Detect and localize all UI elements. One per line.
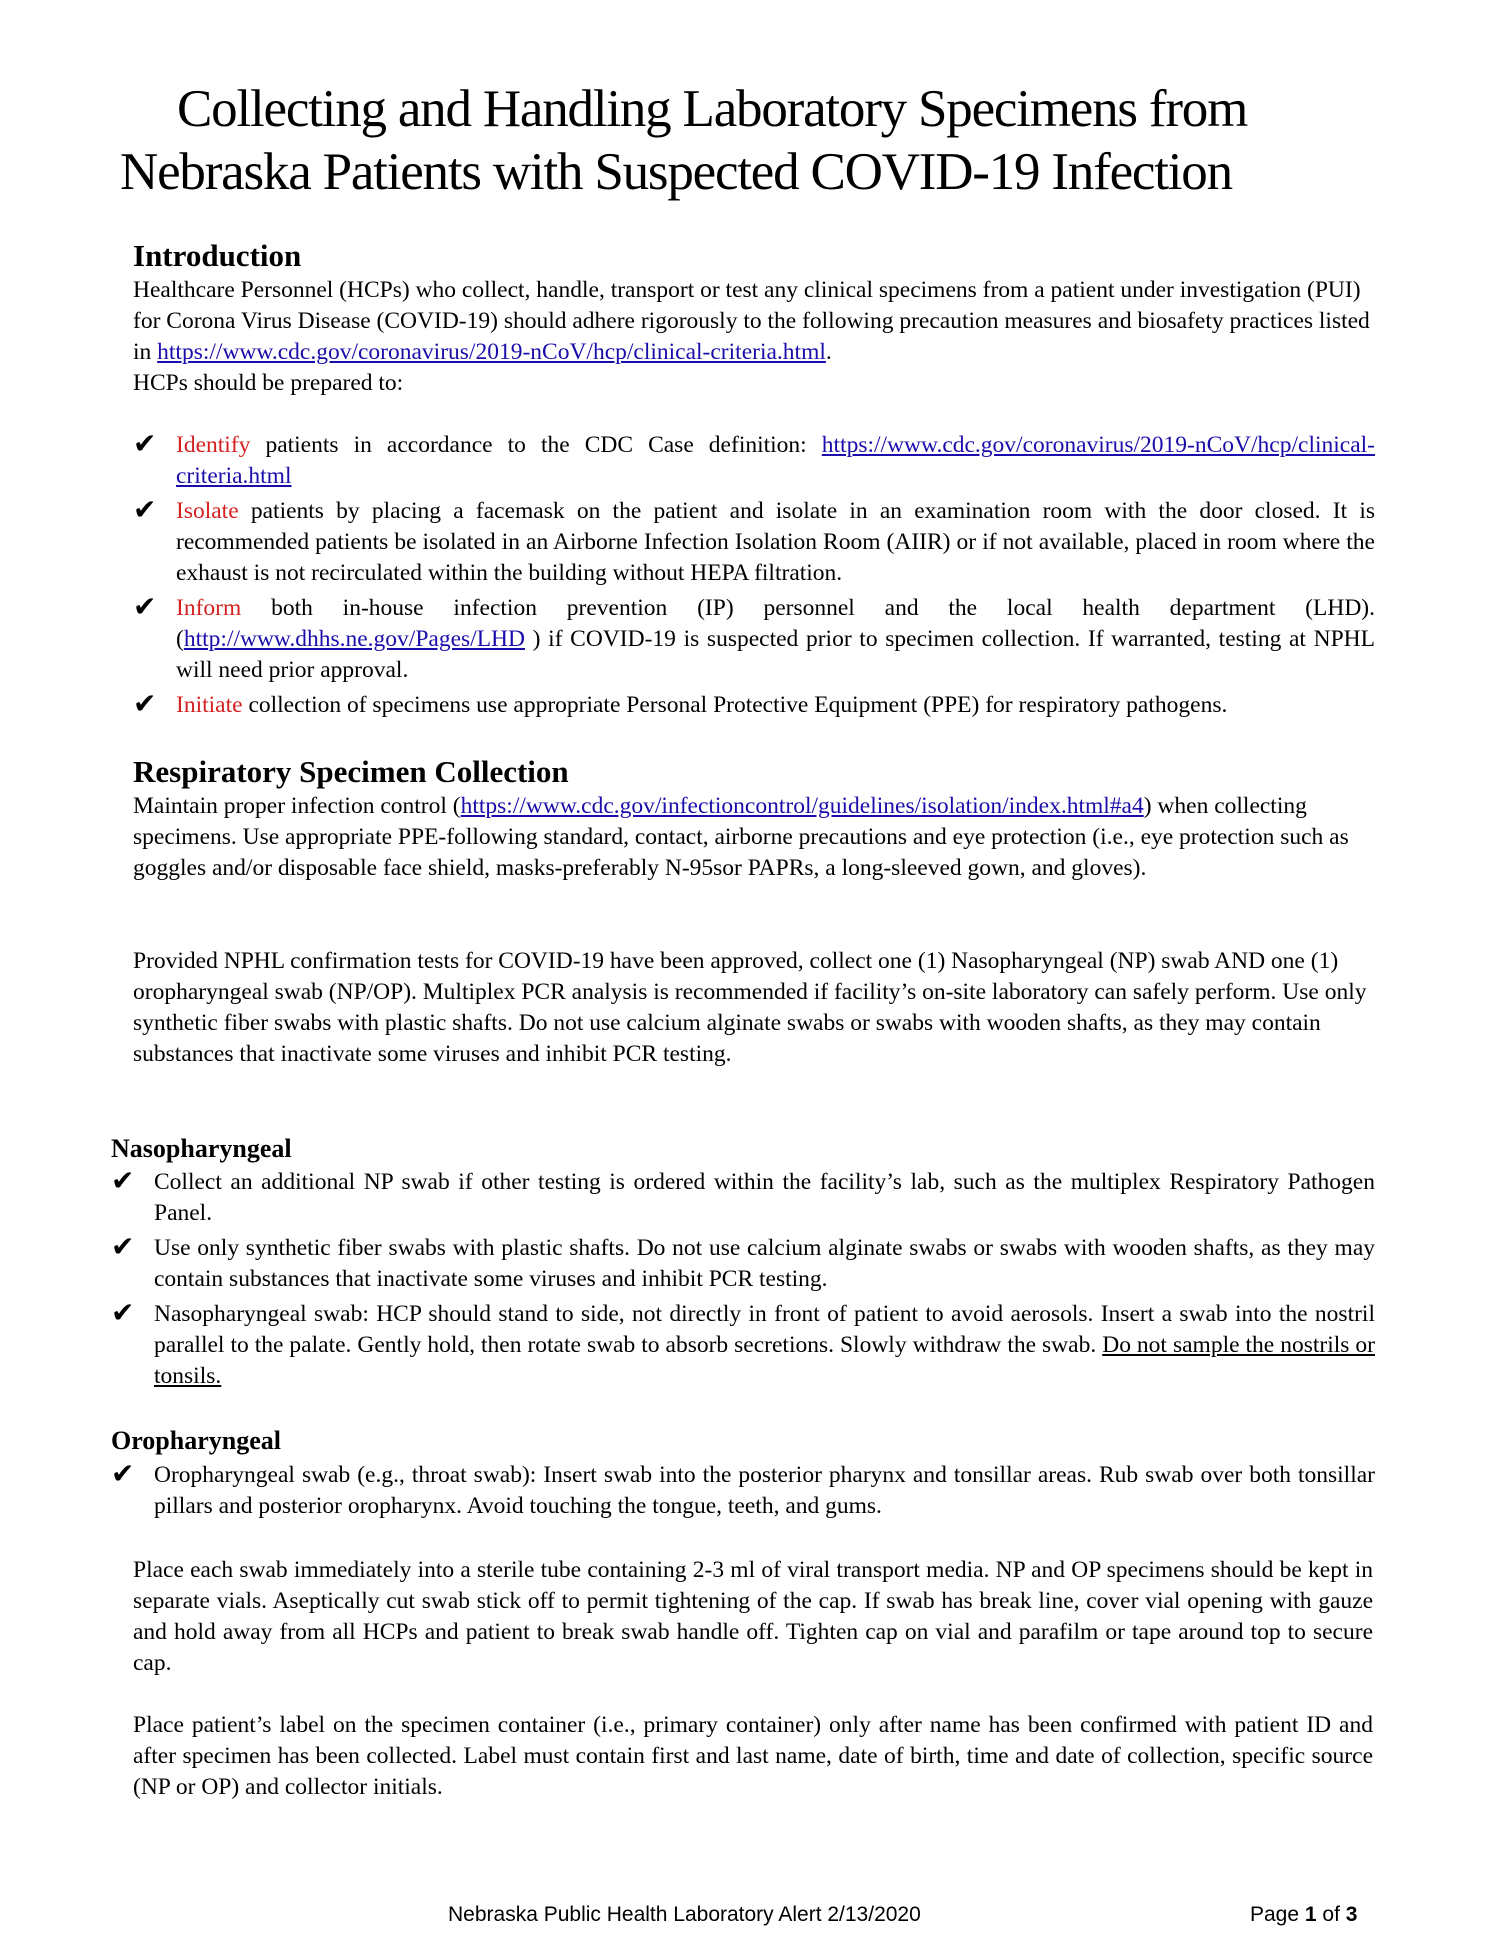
cdc-case-definition-link[interactable]: https://www.cdc.gov/coronavirus/2019-nCoV/hcp/clinical-criteria.html [176, 432, 1375, 489]
intro-checklist [133, 427, 1375, 725]
intro-cdc-link[interactable]: https://www.cdc.gov/coronavirus/2019-nCoV/hcp/clinical-criteria.html [157, 339, 826, 365]
item-text: Use only synthetic fiber swabs with plastic shafts. Do not use calcium alginate swabs or swabs with wooden shafts, as they may contain substances that inactivate some viruses and inhibit PCR testing. [154, 1235, 1375, 1292]
respiratory-paragraph-1 [133, 791, 1373, 884]
checkmark-icon: ✔ [133, 590, 157, 623]
swab-handling-paragraph: Place each swab immediately into a sterile tube containing 2-3 ml of viral transport media. NP and OP specimens should be kept in separate vials. Aseptically cut swab stick off to permit tightening of the cap. If swab has break line, cover vial opening with gauze and hold away from all HCPs and patient to break swab handle off. Tighten cap on vial and parafilm or tape around top to secure cap. [133, 1557, 1373, 1676]
document-title [120, 78, 1400, 204]
lhd-link[interactable]: http://www.dhhs.ne.gov/Pages/LHD [183, 626, 525, 652]
page-number [1250, 1902, 1357, 1928]
respiratory-heading: Respiratory Specimen Collection [133, 754, 569, 789]
of-word: of [1322, 1903, 1340, 1926]
intro-text: Healthcare Personnel (HCPs) who collect, handle, transport or test any clinical specimens from a patient under investigation (PUI) for Corona Virus Disease (COVID-19) should adhere rigorously to the following precaution measures and biosafety practices listed in [133, 277, 1370, 365]
introduction-heading: Introduction [133, 238, 302, 273]
item-text: patients by placing a facemask on the patient and isolate in an examination room with the door closed. It is recommended patients be isolated in an Airborne Infection Isolation Room (AIIR) or if not available, placed in room where the exhaust is not recirculated within the building without HEPA filtration. [176, 498, 1375, 586]
list-item [133, 493, 1375, 589]
item-text: patients in accordance to the CDC Case definition: [250, 432, 822, 458]
respiratory-paragraph-2: Provided NPHL confirmation tests for COVID-19 have been approved, collect one (1) Nasopharyngeal (NP) swab AND one (1) oropharyngeal swab (NP/OP). Multiplex PCR analysis is recommended if facility’s on-site laboratory can safely perform. Use only synthetic fiber swabs with plastic shafts. Do not use calcium alginate swabs or swabs with wooden shafts, as they may contain substances that inactivate some viruses and inhibit PCR testing. [133, 948, 1367, 1067]
introduction-paragraph [133, 275, 1373, 399]
checkmark-icon: ✔ [133, 493, 157, 526]
footer-title: Nebraska Public Health Laboratory Alert 2/13/2020 [448, 1903, 921, 1926]
list-item [111, 1457, 1375, 1522]
item-text-after: ) if COVID-19 is suspected prior to specimen collection. If warranted, testing at NPHL will need prior approval. [176, 626, 1375, 683]
item-text: collection of specimens use appropriate Personal Protective Equipment (PPE) for respiratory pathogens. [242, 692, 1228, 718]
nasopharyngeal-checklist [111, 1164, 1375, 1396]
page-total: 3 [1345, 1903, 1358, 1926]
keyword-inform: Inform [176, 595, 242, 621]
list-item [111, 1164, 1375, 1229]
oropharyngeal-checklist [111, 1457, 1375, 1526]
label-paragraph: Place patient’s label on the specimen container (i.e., primary container) only after name has been confirmed with patient ID and after specimen has been collected. Label must contain first and last name, date of birth, time and date of collection, specific source (NP or OP) and collector initials. [133, 1712, 1373, 1800]
infection-control-link[interactable]: https://www.cdc.gov/infectioncontrol/guidelines/isolation/index.html#a4 [460, 793, 1144, 819]
oropharyngeal-heading: Oropharyngeal [111, 1426, 281, 1455]
item-text: Collect an additional NP swab if other testing is ordered within the facility’s lab, such as the multiplex Respiratory Pathogen Panel. [154, 1169, 1375, 1226]
list-item [133, 427, 1375, 492]
title-line-2: Nebraska Patients with Suspected COVID-19 Infection [120, 143, 1232, 201]
item-text: both in-house infection prevention (IP) personnel and the local health department (LHD). ( [176, 595, 1375, 652]
checkmark-icon: ✔ [111, 1230, 135, 1263]
list-item [133, 687, 1375, 721]
intro-prepared-line: HCPs should be prepared to: [133, 370, 404, 396]
checkmark-icon: ✔ [133, 427, 157, 460]
keyword-isolate: Isolate [176, 498, 239, 524]
keyword-initiate: Initiate [176, 692, 243, 718]
item-text: Oropharyngeal swab (e.g., throat swab): Insert swab into the posterior pharynx and tonsillar areas. Rub swab over both tonsillar pillars and posterior oropharynx. Avoid touching the tongue, teeth, and gums. [154, 1462, 1375, 1519]
page-word: Page [1250, 1903, 1300, 1926]
intro-text-end: . [825, 339, 832, 365]
item-text: Nasopharyngeal swab: HCP should stand to side, not directly in front of patient to avoid aerosols. Insert a swab into the nostril parallel to the palate. Gently hold, then rotate swab to absorb secretions. Slowly withdraw the swab. [154, 1301, 1375, 1358]
list-item [111, 1296, 1375, 1392]
keyword-identify: Identify [176, 432, 251, 458]
resp-text: Maintain proper infection control ( [133, 793, 461, 819]
nasopharyngeal-heading: Nasopharyngeal [111, 1134, 292, 1163]
checkmark-icon: ✔ [111, 1457, 135, 1490]
list-item [133, 590, 1375, 686]
checkmark-icon: ✔ [111, 1164, 135, 1197]
list-item [111, 1230, 1375, 1295]
checkmark-icon: ✔ [111, 1296, 135, 1329]
page-current: 1 [1304, 1903, 1317, 1926]
resp-text-after: ) when collecting specimens. Use appropriate PPE-following standard, contact, airborne precautions and eye protection (i.e., eye protection such as goggles and/or disposable face shield, masks-preferably N-95sor PAPRs, a long-sleeved gown, and gloves). [133, 793, 1349, 881]
checkmark-icon: ✔ [133, 687, 157, 720]
underlined-warning: Do not sample the nostrils or tonsils. [154, 1332, 1375, 1389]
title-line-1: Collecting and Handling Laboratory Specimens from [177, 80, 1248, 138]
